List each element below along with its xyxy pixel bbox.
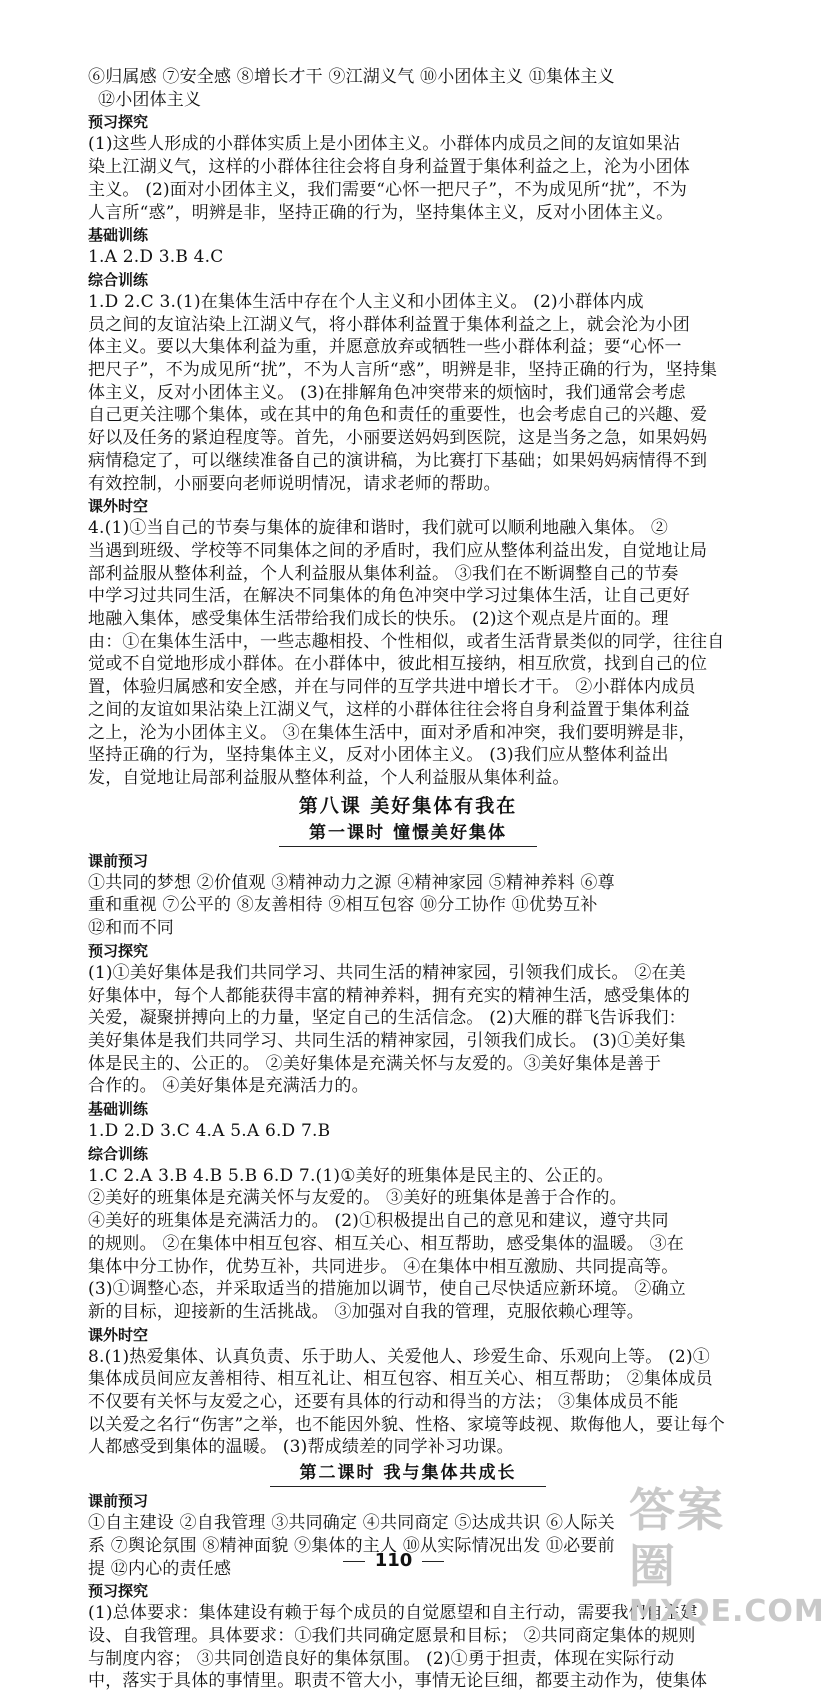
text-line: 部利益服从整体利益，个人利益服从集体利益。 ③我们在不断调整自己的节奏 (88, 563, 679, 584)
text-line: 体主义，反对小团体主义。 (3)在排解角色冲突带来的烦恼时，我们通常会考虑 (88, 382, 686, 403)
text-line: (1)这些人形成的小群体实质上是小团体主义。小群体内成员之间的友谊如果沾 (88, 134, 681, 155)
text-line: 系 ⑦舆论氛围 ⑧精神面貌 ⑨集体的主人 ⑩从实际情况出发 ⑪必要前 (88, 1535, 615, 1556)
text-line: 中，落实于具体的事情里。职责不管大小，事情无论巨细，都要主动作为，使集体 (88, 1671, 708, 1692)
section-heading: 综合训练 (88, 270, 149, 289)
text-line: 人都感受到集体的温暖。 (3)帮成绩差的同学补习功课。 (88, 1437, 514, 1458)
text-line: ①共同的梦想 ②价值观 ③精神动力之源 ④精神家园 ⑤精神养料 ⑥尊 (88, 872, 615, 893)
text-line: 体是民主的、公正的。 ②美好集体是充满关怀与友爱的。③美好集体是善于 (88, 1053, 662, 1074)
page-number-dash (343, 1561, 365, 1562)
text-line: 地融入集体，感受集体生活带给我们成长的快乐。 (2)这个观点是片面的。理 (88, 609, 669, 630)
section-heading: 预习探究 (88, 1582, 149, 1601)
text-line: 之间的友谊如果沾染上江湖义气，这样的小群体往往会将自身利益置于集体利益 (88, 699, 690, 720)
text-line: 由：①在集体生活中，一些志趣相投、个性相似，或者生活背景类似的同学，往往自 (88, 631, 725, 652)
text-line: 以关爱之名行“伤害”之举，也不能因外貌、性格、家境等歧视、欺侮他人，要让每个 (88, 1414, 725, 1435)
text-line: ④美好的班集体是充满活力的。 (2)①积极提出自己的意见和建议，遵守共同 (88, 1211, 669, 1232)
text-line: 新的目标，迎接新的生活挑战。 ③加强对自我的管理，克服依赖心理等。 (88, 1301, 645, 1322)
text-line: 1.C 2.A 3.B 4.B 5.B 6.D 7.(1)①美好的班集体是民主的、公正的。 (88, 1165, 614, 1186)
text-line: 员之间的友谊沾染上江湖义气，将小群体利益置于集体利益之上，就会沦为小团 (88, 314, 690, 335)
text-line: 关爱，凝聚拼搏向上的力量，坚定自己的生活信念。 (2)大雁的群飞告诉我们： (88, 1008, 686, 1029)
text-line: 体主义。要以大集体利益为重，并愿意放弃或牺牲一些小群体利益；要“心怀一 (88, 337, 682, 358)
text-line: ⑫和而不同 (88, 918, 174, 939)
page-number-dash (422, 1561, 444, 1562)
text-line: 1.D 2.D 3.C 4.A 5.A 6.D 7.B (88, 1121, 331, 1142)
text-line: 病情稳定了，可以继续准备自己的演讲稿，为比赛打下基础；如果妈妈病情得不到 (88, 450, 708, 471)
text-line: (3)①调整心态，并采取适当的措施加以调节，使自己尽快适应新环境。 ②确立 (88, 1279, 686, 1300)
section-heading: 课前预习 (88, 851, 149, 870)
text-line: ⑥归属感 ⑦安全感 ⑧增长才干 ⑨江湖义气 ⑩小团体主义 ⑪集体主义 (88, 67, 615, 87)
text-line: 与制度内容； ③共同创造良好的集体氛围。 (2)①勇于担责，体现在实际行动 (88, 1648, 675, 1669)
text-line: 提 ⑫内心的责任感 (88, 1558, 232, 1579)
text-line: 好以及任务的紧迫程度等。首先，小丽要送妈妈到医院，这是当务之急，如果妈妈 (88, 428, 708, 449)
period-title (88, 821, 728, 847)
watermark-url: MXQE.COM (629, 1594, 825, 1629)
text-line: 染上江湖义气，这样的小群体往往会将自身利益置于集体利益之上，沦为小团体 (88, 157, 690, 178)
text-line: 集体中分工协作，优势互补，共同进步。 ④在集体中相互激励、共同提高等。 (88, 1256, 679, 1277)
section-heading: 预习探究 (88, 113, 149, 132)
section-heading: 预习探究 (88, 941, 149, 960)
text-line: 有效控制，小丽要向老师说明情况，请求老师的帮助。 (88, 473, 501, 494)
text-line: ②美好的班集体是充满关怀与友爱的。 ③美好的班集体是善于合作的。 (88, 1188, 627, 1209)
period-title-text: 第一课时 憧憬美好集体 (279, 821, 537, 847)
text-line: 置，体验归属感和安全感，并在与同伴的互学共进中增长才干。 ②小群体内成员 (88, 677, 696, 698)
text-line: ⑫小团体主义 (98, 89, 202, 110)
text-line: 1.D 2.C 3.(1)在集体生活中存在个人主义和小团体主义。 (2)小群体内成 (88, 291, 644, 312)
watermark-logo: 答案圈 (629, 1483, 725, 1593)
text-line: 不仅要有关怀与友爱之心，还要有具体的行动和得当的方法； ③集体成员不能 (88, 1392, 679, 1413)
text-line: (1)总体要求：集体建设有赖于每个成员的自觉愿望和自主行动，需要我们自主建 (88, 1603, 698, 1624)
section-heading: 课前预习 (88, 1492, 149, 1511)
lesson-title: 第八课 美好集体有我在 (298, 794, 518, 817)
text-line: 的规则。 ②在集体中相互包容、相互关心、相互帮助，感受集体的温暖。 ③在 (88, 1233, 685, 1254)
text-line: 之上，沦为小团体主义。 ③在集体生活中，面对矛盾和冲突，我们要明辨是非， (88, 722, 696, 743)
text-line: 4.(1)①当自己的节奏与集体的旋律和谐时，我们就可以顺利地融入集体。 ② (88, 518, 669, 539)
text-line: 中学习过共同生活，在解决不同集体的角色冲突中学习过集体生活，让自己更好 (88, 586, 690, 607)
answer-page (88, 66, 728, 1693)
text-line: 人言所“惑”，明辨是非，坚持正确的行为，坚持集体主义，反对小团体主义。 (88, 202, 674, 223)
section-heading: 综合训练 (88, 1144, 149, 1163)
section-heading: 基础训练 (88, 1100, 149, 1119)
text-line: 主义。 (2)面对小团体主义，我们需要“心怀一把尺子”，不为成见所“扰”，不为 (88, 179, 688, 200)
text-line: (1)①美好集体是我们共同学习、共同生活的精神家园，引领我们成长。 ②在美 (88, 962, 686, 983)
text-line: ①自主建设 ②自我管理 ③共同确定 ④共同商定 ⑤达成共识 ⑥人际关 (88, 1513, 615, 1534)
period-title-text: 第二课时 我与集体共成长 (270, 1461, 547, 1487)
text-line: 发，自觉地让局部利益服从整体利益，个人利益服从集体利益。 (88, 767, 570, 788)
page-number-text: 110 (374, 1550, 413, 1571)
text-line: 设、自我管理。具体要求：①我们共同确定愿景和目标； ②共同商定集体的规则 (88, 1625, 696, 1646)
watermark (629, 1482, 825, 1629)
text-line: 坚持正确的行为，坚持集体主义，反对小团体主义。 (3)我们应从整体利益出 (88, 745, 669, 766)
text-line: 重和重视 ⑦公平的 ⑧友善相待 ⑨相互包容 ⑩分工协作 ⑪优势互补 (88, 895, 598, 916)
text-line: 1.A 2.D 3.B 4.C (88, 247, 224, 268)
text-line: 合作的。 ④美好集体是充满活力的。 (88, 1076, 369, 1097)
section-heading: 课外时空 (88, 497, 149, 516)
section-heading: 课外时空 (88, 1325, 149, 1344)
text-line: 觉或不自觉地形成小群体。在小群体中，彼此相互接纳，相互欣赏，找到自己的位 (88, 654, 708, 675)
text-line: 美好集体是我们共同学习、共同生活的精神家园，引领我们成长。 (3)①美好集 (88, 1030, 686, 1051)
text-line: 集体成员间应友善相待、相互礼让、相互包容、相互关心、相互帮助； ②集体成员 (88, 1369, 713, 1390)
text-line: 好集体中，每个人都能获得丰富的精神养料，拥有充实的精神生活，感受集体的 (88, 985, 690, 1006)
text-line: 把尺子”，不为成见所“扰”，不为人言所“惑”，明辨是非，坚持正确的行为，坚持集 (88, 360, 718, 381)
section-heading: 基础训练 (88, 226, 149, 245)
text-line: 自己更关注哪个集体，或在其中的角色和责任的重要性，也会考虑自己的兴趣、爱 (88, 405, 708, 426)
text-line: 8.(1)热爱集体、认真负责、乐于助人、关爱他人、珍爱生命、乐观向上等。 (2)① (88, 1346, 710, 1367)
text-line: 当遇到班级、学校等不同集体之间的矛盾时，我们应从整体利益出发，自觉地让局 (88, 540, 708, 561)
